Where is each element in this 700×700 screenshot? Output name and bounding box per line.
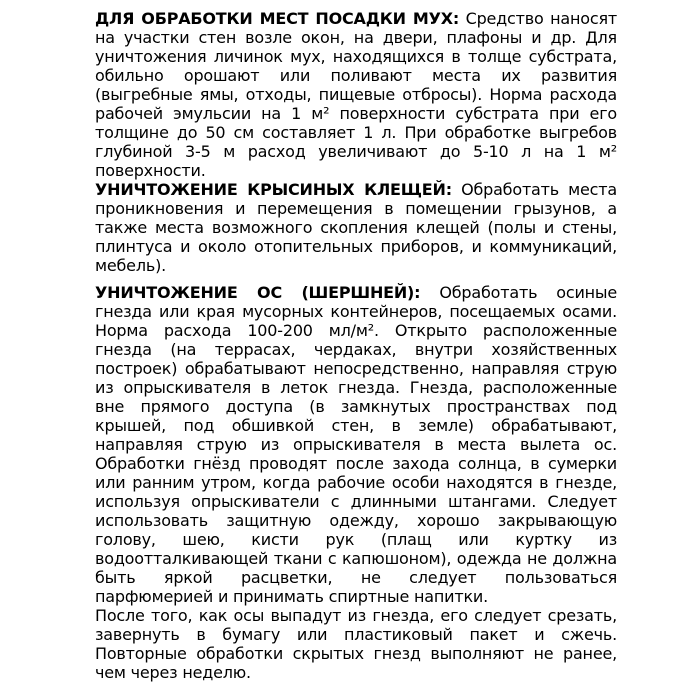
section-wasps: [95, 283, 617, 606]
section-flies-body: Средство наносят на участки стен возле окон, на двери, плафоны и др. Для уничтожения личинок мух, находящихся в толще субстрата, обильно орошают или поливают места их развития (выгребные ямы, отходы, пищевые отбросы). Норма расхода рабочей эмульсии на 1 м² поверхности субстрата при его толщине до 50 см составляет 1 л. При обработке выгребов глубиной 3-5 м расход увеличивают до 5-10 л на 1 м² поверхности.: [95, 9, 617, 180]
section-rat-mites-heading: УНИЧТОЖЕНИЕ КРЫСИНЫХ КЛЕЩЕЙ:: [95, 180, 452, 199]
instruction-text-column: [95, 9, 617, 682]
section-flies-heading: ДЛЯ ОБРАБОТКИ МЕСТ ПОСАДКИ МУХ:: [95, 9, 460, 28]
section-wasps-followup: [95, 606, 617, 682]
section-rat-mites: [95, 180, 617, 275]
section-wasps-heading: УНИЧТОЖЕНИЕ ОС (ШЕРШНЕЙ):: [95, 283, 421, 302]
section-wasps-followup-body: После того, как осы выпадут из гнезда, его следует срезать, завернуть в бумагу или пластиковый пакет и сжечь. Повторные обработки скрытых гнезд выполняют не ранее, чем через неделю.: [95, 606, 617, 682]
section-wasps-body: Обработать осиные гнезда или края мусорных контейнеров, посещаемых осами. Норма расхода 100-200 мл/м². Открыто расположенные гнезда (на террасах, чердаках, внутри хозяйственных построек) обрабатывают непосредственно, направляя струю из опрыскивателя в леток гнезда. Гнезда, расположенные вне прямого доступа (в замкнутых пространствах под крышей, под обшивкой стен, в земле) обрабатывают, направляя струю из опрыскивателя в места вылета ос. Обработки гнёзд проводят после захода солнца, в сумерки или ранним утром, когда рабочие особи находятся в гнезде, используя опрыскиватели с длинными штангами. Следует использовать защитную одежду, хорошо закрывающую голову, шею, кисти рук (плащ или куртку из водоотталкивающей ткани с капюшоном), одежда не должна быть яркой расцветки, не следует пользоваться парфюмерией и принимать спиртные напитки.: [95, 283, 618, 606]
section-flies-treatment: [95, 9, 617, 180]
section-rat-mites-body: Обработать места проникновения и перемещения в помещении грызунов, а также места возможного скопления клещей (полы и стены, плинтуса и около отопительных приборов, и коммуникаций, мебель).: [95, 180, 617, 275]
